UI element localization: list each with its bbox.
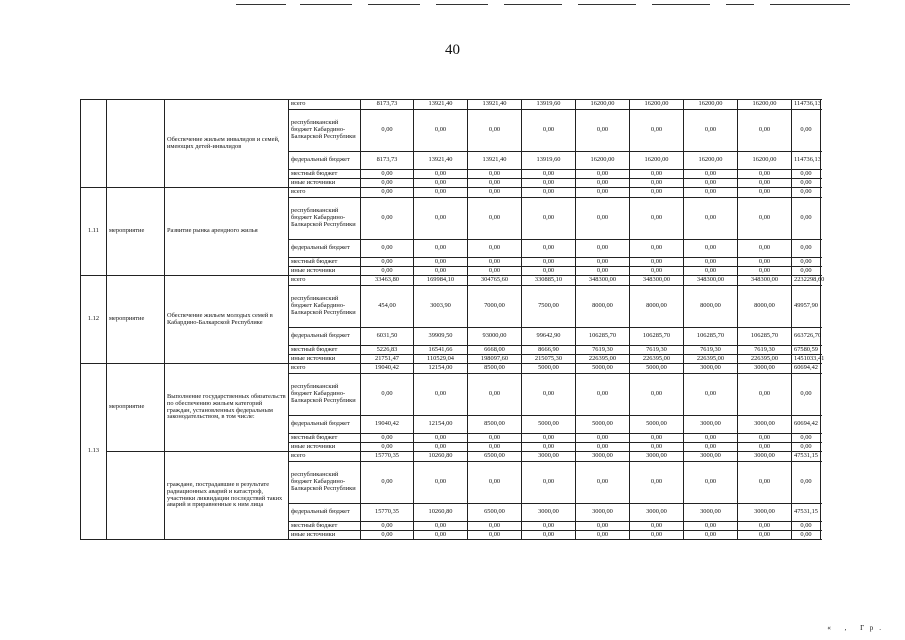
amount-cell: 3000,00 xyxy=(630,504,684,522)
amount-cell: 348300,00 xyxy=(630,276,684,286)
amount-cell: 3000,00 xyxy=(522,452,576,462)
amount-cell: 21751,47 xyxy=(361,355,414,364)
amount-cell: 16200,00 xyxy=(684,152,738,170)
amount-cell: 0,00 xyxy=(414,240,468,258)
amount-cell: 60694,42 xyxy=(792,416,821,434)
amount-cell: 3000,00 xyxy=(684,416,738,434)
amount-cell: 3000,00 xyxy=(684,452,738,462)
amount-cell: 106285,70 xyxy=(630,328,684,346)
amount-cell: 0,00 xyxy=(792,374,821,416)
amount-cell: 0,00 xyxy=(738,443,792,452)
amount-cell: 0,00 xyxy=(414,198,468,240)
amount-cell: 0,00 xyxy=(414,188,468,198)
amount-cell: 0,00 xyxy=(792,198,821,240)
funding-source: иные источники xyxy=(289,355,361,364)
amount-cell: 0,00 xyxy=(414,522,468,531)
amount-cell: 7000,00 xyxy=(468,286,522,328)
amount-cell: 19040,42 xyxy=(361,364,414,374)
amount-cell: 8000,00 xyxy=(684,286,738,328)
amount-cell: 0,00 xyxy=(738,522,792,531)
funding-source: всего xyxy=(289,100,361,110)
amount-cell: 5000,00 xyxy=(576,364,630,374)
amount-cell: 13921,40 xyxy=(468,152,522,170)
header-rule xyxy=(770,4,850,5)
amount-cell: 0,00 xyxy=(522,240,576,258)
measure-number: 1.13 xyxy=(81,364,107,540)
measure-number: 1.11 xyxy=(81,188,107,276)
amount-cell: 8000,00 xyxy=(738,286,792,328)
amount-cell: 0,00 xyxy=(684,434,738,443)
amount-cell: 2232298,60 xyxy=(792,276,821,286)
amount-cell: 7619,30 xyxy=(684,346,738,355)
amount-cell: 7619,30 xyxy=(738,346,792,355)
amount-cell: 15770,35 xyxy=(361,452,414,462)
amount-cell: 0,00 xyxy=(738,240,792,258)
amount-cell: 0,00 xyxy=(522,434,576,443)
amount-cell: 0,00 xyxy=(522,198,576,240)
amount-cell: 0,00 xyxy=(738,179,792,188)
amount-cell: 6500,00 xyxy=(468,504,522,522)
amount-cell: 0,00 xyxy=(630,267,684,276)
amount-cell: 0,00 xyxy=(630,110,684,152)
amount-cell: 16200,00 xyxy=(738,152,792,170)
amount-cell: 0,00 xyxy=(684,462,738,504)
amount-cell: 0,00 xyxy=(414,170,468,179)
amount-cell: 0,00 xyxy=(468,188,522,198)
amount-cell: 16200,00 xyxy=(630,100,684,110)
measure-name: Обеспечение жильем молодых семей в Кабардино-Балкарской Республике xyxy=(165,276,289,364)
measure-name: Обеспечение жильем инвалидов и семей, имеющих детей-инвалидов xyxy=(165,100,289,188)
amount-cell: 0,00 xyxy=(576,531,630,540)
amount-cell: 0,00 xyxy=(792,110,821,152)
amount-cell: 0,00 xyxy=(738,462,792,504)
amount-cell: 0,00 xyxy=(684,531,738,540)
header-rule xyxy=(726,4,754,5)
amount-cell: 0,00 xyxy=(630,198,684,240)
amount-cell: 6031,50 xyxy=(361,328,414,346)
amount-cell: 3000,00 xyxy=(630,452,684,462)
measure-type: мероприятие xyxy=(107,276,165,364)
amount-cell: 0,00 xyxy=(792,267,821,276)
amount-cell: 0,00 xyxy=(792,240,821,258)
amount-cell: 0,00 xyxy=(361,258,414,267)
amount-cell: 0,00 xyxy=(576,188,630,198)
amount-cell: 13919,60 xyxy=(522,100,576,110)
amount-cell: 0,00 xyxy=(576,258,630,267)
amount-cell: 5226,83 xyxy=(361,346,414,355)
amount-cell: 0,00 xyxy=(361,198,414,240)
amount-cell: 0,00 xyxy=(468,110,522,152)
amount-cell: 5000,00 xyxy=(522,416,576,434)
funding-source: федеральный бюджет xyxy=(289,416,361,434)
amount-cell: 198097,60 xyxy=(468,355,522,364)
amount-cell: 12154,00 xyxy=(414,416,468,434)
amount-cell: 60694,42 xyxy=(792,364,821,374)
amount-cell: 0,00 xyxy=(684,443,738,452)
header-rule xyxy=(578,4,636,5)
amount-cell: 6668,00 xyxy=(468,346,522,355)
amount-cell: 3000,00 xyxy=(576,452,630,462)
amount-cell: 0,00 xyxy=(738,374,792,416)
amount-cell: 0,00 xyxy=(630,374,684,416)
amount-cell: 0,00 xyxy=(414,267,468,276)
amount-cell: 0,00 xyxy=(684,522,738,531)
amount-cell: 13921,40 xyxy=(414,152,468,170)
header-rule xyxy=(652,4,710,5)
amount-cell: 0,00 xyxy=(738,434,792,443)
funding-source: местный бюджет xyxy=(289,434,361,443)
amount-cell: 0,00 xyxy=(576,240,630,258)
amount-cell: 0,00 xyxy=(361,531,414,540)
header-rule xyxy=(300,4,352,5)
table-row xyxy=(81,188,821,198)
funding-source: иные источники xyxy=(289,267,361,276)
amount-cell: 0,00 xyxy=(522,110,576,152)
amount-cell: 0,00 xyxy=(684,240,738,258)
amount-cell: 226395,00 xyxy=(738,355,792,364)
amount-cell: 3000,00 xyxy=(738,452,792,462)
measure-name: Развитие рынка арендного жилья xyxy=(165,188,289,276)
amount-cell: 3000,00 xyxy=(738,416,792,434)
amount-cell: 0,00 xyxy=(468,531,522,540)
amount-cell: 0,00 xyxy=(468,258,522,267)
funding-source: республиканский бюджет Кабардино-Балкарской Республики xyxy=(289,198,361,240)
amount-cell: 0,00 xyxy=(468,462,522,504)
amount-cell: 0,00 xyxy=(522,374,576,416)
amount-cell: 8500,00 xyxy=(468,364,522,374)
header-rule xyxy=(504,4,562,5)
funding-source: республиканский бюджет Кабардино-Балкарской Республики xyxy=(289,110,361,152)
amount-cell: 47531,15 xyxy=(792,452,821,462)
amount-cell: 67580,59 xyxy=(792,346,821,355)
amount-cell: 0,00 xyxy=(738,188,792,198)
measure-number xyxy=(81,100,107,188)
amount-cell: 0,00 xyxy=(792,434,821,443)
amount-cell: 0,00 xyxy=(738,531,792,540)
amount-cell: 19040,42 xyxy=(361,416,414,434)
funding-source: федеральный бюджет xyxy=(289,504,361,522)
funding-source: местный бюджет xyxy=(289,170,361,179)
amount-cell: 3000,00 xyxy=(576,504,630,522)
amount-cell: 0,00 xyxy=(576,443,630,452)
amount-cell: 0,00 xyxy=(361,434,414,443)
measure-name: граждане, пострадавшие в результате радиационных аварий и катастроф, участники ликвидации последствий таких аварий и приравненные к ним лица xyxy=(165,452,289,540)
amount-cell: 0,00 xyxy=(414,443,468,452)
funding-source: иные источники xyxy=(289,179,361,188)
amount-cell: 0,00 xyxy=(522,179,576,188)
measure-type xyxy=(107,100,165,188)
amount-cell: 0,00 xyxy=(414,462,468,504)
amount-cell: 47531,15 xyxy=(792,504,821,522)
amount-cell: 0,00 xyxy=(522,443,576,452)
amount-cell: 5000,00 xyxy=(576,416,630,434)
amount-cell: 39909,50 xyxy=(414,328,468,346)
funding-source: федеральный бюджет xyxy=(289,328,361,346)
measure-type: мероприятие xyxy=(107,188,165,276)
amount-cell: 0,00 xyxy=(792,179,821,188)
amount-cell: 0,00 xyxy=(522,462,576,504)
amount-cell: 348300,00 xyxy=(738,276,792,286)
amount-cell: 5000,00 xyxy=(630,364,684,374)
funding-source: всего xyxy=(289,452,361,462)
amount-cell: 226395,00 xyxy=(576,355,630,364)
amount-cell: 0,00 xyxy=(361,110,414,152)
amount-cell: 0,00 xyxy=(630,240,684,258)
amount-cell: 0,00 xyxy=(468,267,522,276)
amount-cell: 0,00 xyxy=(361,462,414,504)
amount-cell: 663726,70 xyxy=(792,328,821,346)
amount-cell: 0,00 xyxy=(792,522,821,531)
amount-cell: 0,00 xyxy=(738,110,792,152)
amount-cell: 3000,00 xyxy=(684,364,738,374)
amount-cell: 0,00 xyxy=(738,198,792,240)
funding-source: республиканский бюджет Кабардино-Балкарской Республики xyxy=(289,286,361,328)
amount-cell: 10260,80 xyxy=(414,452,468,462)
footer-mark: « , Гр. xyxy=(827,624,887,632)
amount-cell: 0,00 xyxy=(468,434,522,443)
amount-cell: 8173,73 xyxy=(361,100,414,110)
amount-cell: 0,00 xyxy=(684,267,738,276)
funding-source: всего xyxy=(289,276,361,286)
amount-cell: 0,00 xyxy=(630,258,684,267)
amount-cell: 7500,00 xyxy=(522,286,576,328)
page-number: 40 xyxy=(445,42,460,58)
funding-source: всего xyxy=(289,364,361,374)
amount-cell: 0,00 xyxy=(792,443,821,452)
amount-cell: 93000,00 xyxy=(468,328,522,346)
funding-source: иные источники xyxy=(289,443,361,452)
funding-source: республиканский бюджет Кабардино-Балкарской Республики xyxy=(289,374,361,416)
amount-cell: 0,00 xyxy=(361,267,414,276)
funding-source: иные источники xyxy=(289,531,361,540)
amount-cell: 13921,40 xyxy=(414,100,468,110)
amount-cell: 0,00 xyxy=(468,443,522,452)
amount-cell: 8666,90 xyxy=(522,346,576,355)
amount-cell: 0,00 xyxy=(792,170,821,179)
measure-type: мероприятие xyxy=(107,364,165,452)
amount-cell: 0,00 xyxy=(792,462,821,504)
amount-cell: 0,00 xyxy=(738,267,792,276)
amount-cell: 0,00 xyxy=(468,170,522,179)
amount-cell: 0,00 xyxy=(414,179,468,188)
amount-cell: 10260,80 xyxy=(414,504,468,522)
amount-cell: 0,00 xyxy=(684,110,738,152)
table-row xyxy=(81,276,821,286)
amount-cell: 0,00 xyxy=(630,462,684,504)
amount-cell: 0,00 xyxy=(361,443,414,452)
amount-cell: 0,00 xyxy=(468,198,522,240)
amount-cell: 1451033,41 xyxy=(792,355,821,364)
funding-source: федеральный бюджет xyxy=(289,240,361,258)
amount-cell: 114736,13 xyxy=(792,100,821,110)
amount-cell: 0,00 xyxy=(361,179,414,188)
amount-cell: 0,00 xyxy=(792,188,821,198)
amount-cell: 99642,90 xyxy=(522,328,576,346)
funding-table xyxy=(80,99,825,540)
amount-cell: 0,00 xyxy=(468,374,522,416)
amount-cell: 0,00 xyxy=(684,179,738,188)
funding-source: федеральный бюджет xyxy=(289,152,361,170)
amount-cell: 106285,70 xyxy=(684,328,738,346)
amount-cell: 3000,00 xyxy=(522,504,576,522)
amount-cell: 0,00 xyxy=(414,531,468,540)
amount-cell: 16200,00 xyxy=(630,152,684,170)
amount-cell: 16541,66 xyxy=(414,346,468,355)
amount-cell: 0,00 xyxy=(414,110,468,152)
amount-cell: 0,00 xyxy=(414,374,468,416)
amount-cell: 15770,35 xyxy=(361,504,414,522)
amount-cell: 0,00 xyxy=(361,240,414,258)
amount-cell: 0,00 xyxy=(792,258,821,267)
header-rule xyxy=(368,4,420,5)
measure-name: Выполнение государственных обязательств по обеспечению жильем категорий граждан, установленных федеральным законодательством, в том числе: xyxy=(165,364,289,452)
amount-cell: 0,00 xyxy=(630,188,684,198)
amount-cell: 110529,04 xyxy=(414,355,468,364)
amount-cell: 0,00 xyxy=(468,522,522,531)
amount-cell: 0,00 xyxy=(792,531,821,540)
amount-cell: 226395,00 xyxy=(684,355,738,364)
amount-cell: 16200,00 xyxy=(576,152,630,170)
amount-cell: 0,00 xyxy=(468,179,522,188)
funding-source: местный бюджет xyxy=(289,258,361,267)
amount-cell: 0,00 xyxy=(630,522,684,531)
amount-cell: 7619,30 xyxy=(630,346,684,355)
amount-cell: 5000,00 xyxy=(630,416,684,434)
table-row xyxy=(81,452,821,462)
amount-cell: 0,00 xyxy=(361,374,414,416)
amount-cell: 16200,00 xyxy=(738,100,792,110)
amount-cell: 0,00 xyxy=(576,434,630,443)
amount-cell: 0,00 xyxy=(522,522,576,531)
measure-number: 1.12 xyxy=(81,276,107,364)
amount-cell: 0,00 xyxy=(522,531,576,540)
amount-cell: 8173,73 xyxy=(361,152,414,170)
amount-cell: 0,00 xyxy=(468,240,522,258)
amount-cell: 0,00 xyxy=(630,434,684,443)
amount-cell: 33463,80 xyxy=(361,276,414,286)
amount-cell: 8000,00 xyxy=(576,286,630,328)
amount-cell: 0,00 xyxy=(576,179,630,188)
amount-cell: 0,00 xyxy=(414,434,468,443)
amount-cell: 0,00 xyxy=(361,522,414,531)
amount-cell: 114736,13 xyxy=(792,152,821,170)
amount-cell: 0,00 xyxy=(630,531,684,540)
amount-cell: 454,00 xyxy=(361,286,414,328)
amount-cell: 215075,30 xyxy=(522,355,576,364)
amount-cell: 0,00 xyxy=(361,188,414,198)
amount-cell: 3000,00 xyxy=(684,504,738,522)
amount-cell: 13919,60 xyxy=(522,152,576,170)
amount-cell: 6500,00 xyxy=(468,452,522,462)
table-row xyxy=(81,364,821,374)
header-rule xyxy=(436,4,488,5)
amount-cell: 0,00 xyxy=(522,258,576,267)
amount-cell: 13921,40 xyxy=(468,100,522,110)
amount-cell: 0,00 xyxy=(522,170,576,179)
amount-cell: 348300,00 xyxy=(684,276,738,286)
funding-source: местный бюджет xyxy=(289,346,361,355)
amount-cell: 0,00 xyxy=(630,179,684,188)
amount-cell: 3000,00 xyxy=(738,504,792,522)
amount-cell: 0,00 xyxy=(684,258,738,267)
amount-cell: 330885,10 xyxy=(522,276,576,286)
amount-cell: 0,00 xyxy=(576,110,630,152)
amount-cell: 0,00 xyxy=(522,267,576,276)
amount-cell: 0,00 xyxy=(414,258,468,267)
amount-cell: 0,00 xyxy=(630,170,684,179)
amount-cell: 49957,90 xyxy=(792,286,821,328)
amount-cell: 0,00 xyxy=(684,188,738,198)
amount-cell: 0,00 xyxy=(684,170,738,179)
amount-cell: 7619,30 xyxy=(576,346,630,355)
amount-cell: 0,00 xyxy=(738,170,792,179)
amount-cell: 0,00 xyxy=(576,462,630,504)
funding-source: республиканский бюджет Кабардино-Балкарской Республики xyxy=(289,462,361,504)
amount-cell: 12154,00 xyxy=(414,364,468,374)
amount-cell: 0,00 xyxy=(576,198,630,240)
amount-cell: 0,00 xyxy=(576,170,630,179)
header-rule xyxy=(236,4,286,5)
amount-cell: 8500,00 xyxy=(468,416,522,434)
funding-source: всего xyxy=(289,188,361,198)
amount-cell: 3003,90 xyxy=(414,286,468,328)
amount-cell: 0,00 xyxy=(361,170,414,179)
table-row xyxy=(81,100,821,110)
funding-source: местный бюджет xyxy=(289,522,361,531)
amount-cell: 0,00 xyxy=(576,522,630,531)
amount-cell: 169984,10 xyxy=(414,276,468,286)
amount-cell: 5000,00 xyxy=(522,364,576,374)
amount-cell: 0,00 xyxy=(522,188,576,198)
amount-cell: 0,00 xyxy=(738,258,792,267)
amount-cell: 226395,00 xyxy=(630,355,684,364)
amount-cell: 106285,70 xyxy=(738,328,792,346)
measure-type xyxy=(107,452,165,540)
amount-cell: 0,00 xyxy=(684,198,738,240)
amount-cell: 0,00 xyxy=(630,443,684,452)
amount-cell: 0,00 xyxy=(576,267,630,276)
amount-cell: 16200,00 xyxy=(684,100,738,110)
amount-cell: 304765,60 xyxy=(468,276,522,286)
amount-cell: 3000,00 xyxy=(738,364,792,374)
amount-cell: 348300,00 xyxy=(576,276,630,286)
amount-cell: 8000,00 xyxy=(630,286,684,328)
amount-cell: 106285,70 xyxy=(576,328,630,346)
amount-cell: 0,00 xyxy=(576,374,630,416)
amount-cell: 16200,00 xyxy=(576,100,630,110)
amount-cell: 0,00 xyxy=(684,374,738,416)
